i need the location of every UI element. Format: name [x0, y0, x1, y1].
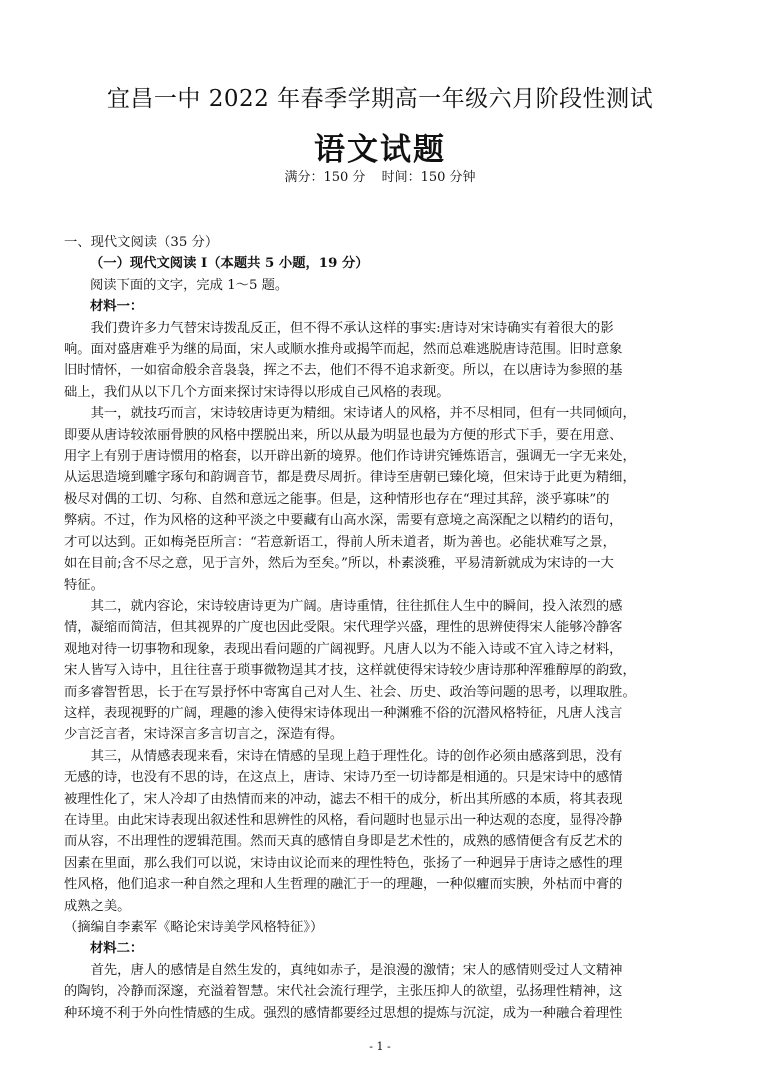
paragraph — [64, 596, 700, 746]
exam-title: 宜昌一中 2022 年春季学期高一年级六月阶段性测试 — [106, 86, 654, 112]
text-line: 响。面对盛唐难乎为继的局面，宋人或顺水推舟或揭竿而起，然而总难逃脱唐诗范围。旧时意象 — [64, 342, 623, 358]
text-line: 在诗里。由此宋诗表现出叙述性和思辨性的风格，看问题时也显示出一种达观的态度，显得冷静 — [64, 812, 623, 828]
paragraph — [64, 746, 700, 917]
text-line: 无感的诗，也没有不思的诗，在这点上，唐诗、宋诗乃至一切诗都是相通的。只是宋诗中的感情 — [64, 770, 623, 786]
text-line: 旧时情怀，一如宿命般余音袅袅，挥之不去，他们不得不追求新变。所以，在以唐诗为参照的基 — [64, 363, 623, 379]
citation: （摘编自李素军《略论宋诗美学风格特征》） — [64, 920, 324, 935]
time-limit: 时间：150 分钟 — [381, 170, 476, 185]
text-line: 性风格，他们追求一种自然之理和人生哲理的融汇于一的理趣，一种似癯而实腴，外枯而中膏的 — [64, 877, 623, 893]
text-line: 而多睿智哲思，长于在写景抒怀中寄寓自己对人生、社会、历史、政治等问题的思考，以理取胜。 — [64, 684, 636, 700]
text-line: 弊病。不过，作为风格的这种平淡之中要藏有山高水深，需要有意境之高深配之以精约的语句， — [64, 513, 623, 529]
paragraph — [64, 403, 700, 596]
reading-instruction: 阅读下面的文字，完成 1～5 题。 — [90, 277, 289, 293]
paragraph — [64, 960, 700, 1024]
exam-meta — [0, 166, 760, 185]
full-score: 满分：150 分 — [284, 170, 366, 185]
text-line: 我们费许多力气替宋诗拨乱反正，但不得不承认这样的事实:唐诗对宋诗确实有着很大的影 — [90, 320, 614, 336]
text-line: 情，凝缩而简洁，但其视界的广度也因此受限。宋代理学兴盛，理性的思辨使得宋人能够冷静客 — [64, 620, 623, 636]
text-line: 成熟之美。 — [64, 898, 131, 914]
subsection-heading: （一）现代文阅读 I（本题共 5 小题，19 分） — [90, 256, 369, 272]
text-line: 观地对待一切事物和现象，表现出看问题的广阔视野。凡唐人以为不能入诗或不宜入诗之材料， — [64, 641, 623, 657]
text-line: 宋人皆写入诗中，且往往喜于琐事微物逞其才技，这样就使得宋诗较少唐诗那种浑雅醇厚的韵致， — [64, 663, 636, 679]
text-line: 用字上有别于唐诗惯用的格套，以开辟出新的境界。他们作诗讲究锤炼语言，强调无一字无来处， — [64, 449, 636, 465]
text-line: 因素在里面，那么我们可以说，宋诗由议论而来的理性特色，张扬了一种迥异于唐诗之感性的理 — [64, 855, 623, 871]
text-line: 的陶钧，冷静而深邃，充溢着智慧。宋代社会流行理学，主张压抑人的欲望，弘扬理性精神，这 — [64, 984, 623, 1000]
text-line: 特征。 — [64, 577, 104, 593]
text-line: 其一，就技巧而言，宋诗较唐诗更为精细。宋诗诸人的风格，并不尽相同，但有一共同倾向， — [90, 406, 636, 422]
subject-title: 语文试题 — [314, 132, 446, 168]
text-line: 其二，就内容论，宋诗较唐诗更为广阔。唐诗重情，往往抓住人生中的瞬间，投入浓烈的感 — [90, 598, 623, 614]
text-line: 才可以达到。正如梅尧臣所言：“若意新语工，得前人所未道者，斯为善也。必能状难写之景， — [64, 534, 616, 550]
text-line: 被理性化了，宋人冷却了由热情而来的冲动，滤去不相干的成分，析出其所感的本质，将其表现 — [64, 791, 623, 807]
text-line: 础上，我们从以下几个方面来探讨宋诗得以形成自己风格的表现。 — [64, 384, 450, 400]
text-line: 首先，唐人的感情是自然生发的，真纯如赤子，是浪漫的激情；宋人的感情则受过人文精神 — [90, 962, 623, 978]
text-line: 从运思造境到雕字琢句和韵调音节，都是费尽周折。律诗至唐朝已臻化境，但宋诗于此更为精细， — [64, 470, 636, 486]
text-line: 其三，从情感表现来看，宋诗在情感的呈现上趋于理性化。诗的创作必须由感落到思，没有 — [90, 748, 623, 764]
material-two-label: 材料二： — [90, 941, 144, 957]
text-line: 少言泛言者，宋诗深言多言切言之，深造有得。 — [64, 727, 344, 743]
section-heading: 一、现代文阅读（35 分） — [64, 235, 219, 250]
text-line: 而从容，不出理性的逻辑范围。然而天真的感情自身即是艺术性的，成熟的感情便含有反艺术的 — [64, 834, 623, 850]
paragraph — [64, 318, 700, 404]
material-one-label: 材料一： — [90, 299, 144, 315]
exam-body — [64, 232, 700, 1024]
text-line: 这样，表现视野的广阔，理趣的渗入使得宋诗体现出一种渊雅不俗的沉潜风格特征，凡唐人浅言 — [64, 705, 623, 721]
text-line: 如在目前;含不尽之意，见于言外，然后为至矣。”所以，朴素淡雅，平易清新就成为宋诗的一大 — [64, 556, 614, 572]
text-line: 种环境不利于外向性情感的生成。强烈的感情都要经过思想的提炼与沉淀，成为一种融合着理性 — [64, 1005, 623, 1021]
text-line: 极尽对偶的工切、匀称、自然和意远之能事。但是，这种情形也存在“理过其辞，淡乎寡味”的 — [64, 491, 610, 507]
page-number: - 1 - — [369, 1040, 391, 1053]
text-line: 即要从唐诗较浓丽骨腴的风格中摆脱出来，所以从最为明显也最为方便的形式下手，要在用意、 — [64, 427, 623, 443]
